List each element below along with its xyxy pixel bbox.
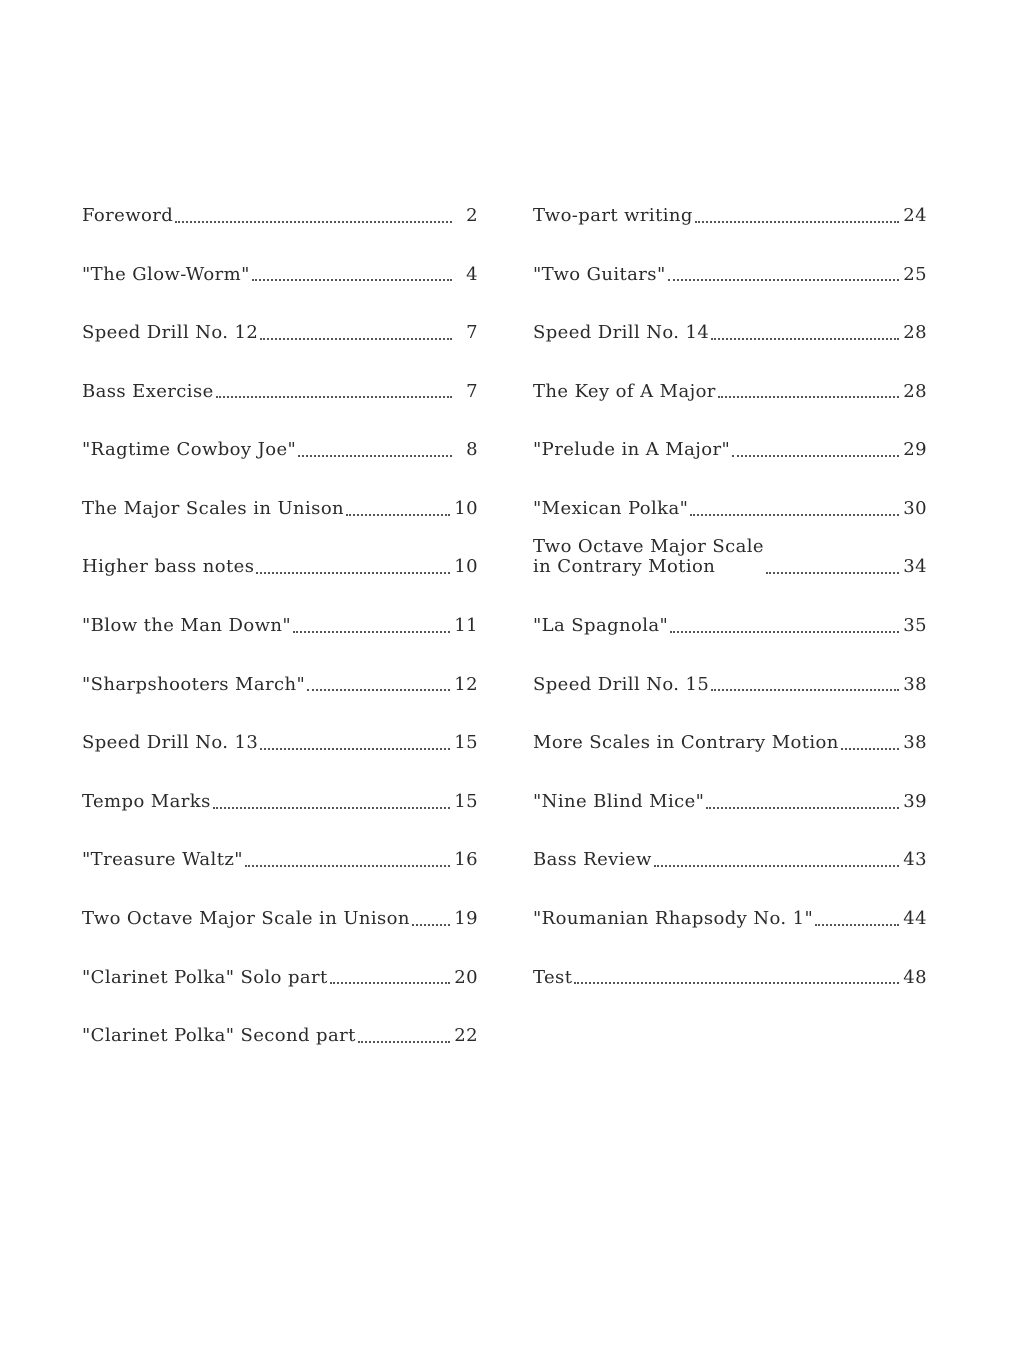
toc-entry (82, 362, 478, 421)
toc-entry (82, 713, 478, 772)
toc-entry (82, 596, 478, 655)
toc-entry (533, 948, 927, 1007)
toc-entry (82, 655, 478, 714)
dot-leader (690, 514, 899, 516)
dot-leader (260, 338, 452, 340)
toc-entry-title: Speed Drill No. 15 (533, 673, 710, 695)
toc-entry (533, 420, 927, 479)
dot-leader (654, 865, 900, 867)
toc-entry (82, 245, 478, 304)
toc-entry-title: "Clarinet Polka" Solo part (82, 966, 328, 988)
dot-leader (574, 982, 899, 984)
toc-entry (533, 245, 927, 304)
toc-entry (533, 535, 927, 597)
toc-entry (533, 186, 927, 245)
toc-entry-page-number: 28 (903, 380, 927, 402)
toc-entry-page-number: 4 (466, 263, 478, 285)
toc-left-column (82, 186, 478, 1065)
dot-leader (213, 807, 451, 809)
dot-leader (346, 514, 450, 516)
dot-leader (330, 982, 451, 984)
toc-entry-title: "Mexican Polka" (533, 497, 689, 519)
toc-entry-page-number: 20 (454, 966, 478, 988)
dot-leader (412, 924, 450, 926)
toc-entry-page-number: 25 (903, 263, 927, 285)
toc-entry-title: Bass Exercise (82, 380, 214, 402)
toc-right-column (533, 186, 927, 1006)
toc-entry-page-number: 30 (903, 497, 927, 519)
toc-entry-page-number: 10 (454, 497, 478, 519)
toc-entry-page-number: 38 (903, 732, 927, 754)
toc-entry-page-number: 29 (903, 439, 927, 461)
toc-entry (82, 479, 478, 538)
dot-leader (815, 924, 899, 926)
toc-entry (82, 889, 478, 948)
dot-leader (293, 631, 450, 633)
dot-leader (668, 279, 900, 281)
toc-entry (533, 713, 927, 772)
dot-leader (245, 865, 450, 867)
toc-entry-title: "Two Guitars" (533, 263, 666, 285)
dot-leader (175, 221, 452, 223)
toc-entry (82, 831, 478, 890)
toc-entry-title: "The Glow-Worm" (82, 263, 250, 285)
toc-entry (533, 479, 927, 538)
dot-leader (298, 455, 452, 457)
toc-entry-page-number: 16 (454, 849, 478, 871)
toc-entry-page-number: 8 (466, 439, 478, 461)
dot-leader (718, 396, 899, 398)
toc-entry-title: Test (533, 966, 573, 988)
toc-entry-page-number: 38 (903, 673, 927, 695)
toc-entry-page-number: 10 (454, 556, 478, 578)
toc-entry-page-number: 12 (454, 673, 478, 695)
toc-entry-title: "Treasure Waltz" (82, 849, 243, 871)
toc-entry-page-number: 15 (454, 790, 478, 812)
toc-entry-title: Two Octave Major Scale in Unison (82, 908, 410, 930)
toc-entry-title: Bass Review (533, 849, 652, 871)
dot-leader (670, 631, 899, 633)
dot-leader (358, 1041, 451, 1043)
toc-entry-page-number: 19 (454, 908, 478, 930)
dot-leader (841, 748, 899, 750)
toc-entry-title: More Scales in Contrary Motion (533, 732, 839, 754)
toc-entry (533, 831, 927, 890)
toc-entry (533, 655, 927, 714)
toc-entry-title: "Ragtime Cowboy Joe" (82, 439, 297, 461)
toc-entry (82, 420, 478, 479)
dot-leader (216, 396, 452, 398)
dot-leader (711, 689, 899, 691)
toc-entry (82, 303, 478, 362)
toc-entry (82, 1006, 478, 1065)
toc-entry-page-number: 28 (903, 322, 927, 344)
toc-entry-title: Two-part writing (533, 204, 693, 226)
dot-leader (695, 221, 900, 223)
dot-leader (252, 279, 452, 281)
toc-entry-title: "Prelude in A Major" (533, 439, 731, 461)
toc-entry-page-number: 34 (903, 556, 927, 578)
dot-leader (307, 689, 450, 691)
toc-entry (533, 362, 927, 421)
toc-entry-page-number: 22 (454, 1025, 478, 1047)
toc-entry (533, 303, 927, 362)
toc-entry (82, 186, 478, 245)
toc-entry-page-number: 15 (454, 732, 478, 754)
toc-entry-page-number: 48 (903, 966, 927, 988)
toc-entry-title: "Roumanian Rhapsody No. 1" (533, 908, 814, 930)
dot-leader (732, 455, 899, 457)
toc-entry-title: Higher bass notes (82, 556, 255, 578)
toc-entry-title: "Blow the Man Down" (82, 615, 292, 637)
dot-leader (260, 748, 450, 750)
toc-entry-title: Foreword (82, 204, 174, 226)
toc-entry-title: "La Spagnola" (533, 615, 669, 637)
toc-entry-page-number: 43 (903, 849, 927, 871)
toc-entry-page-number: 11 (454, 615, 478, 637)
toc-entry-title: Speed Drill No. 14 (533, 322, 710, 344)
toc-entry-page-number: 44 (903, 908, 927, 930)
toc-entry-page-number: 7 (466, 322, 478, 344)
toc-entry-page-number: 2 (466, 204, 478, 226)
toc-entry-title: "Sharpshooters March" (82, 673, 306, 695)
toc-entry (82, 948, 478, 1007)
toc-entry-title: The Major Scales in Unison (82, 497, 345, 519)
toc-entry (533, 889, 927, 948)
toc-entry-title: "Nine Blind Mice" (533, 790, 705, 812)
toc-entry (533, 596, 927, 655)
toc-entry-page-number: 24 (903, 204, 927, 226)
toc-entry (533, 772, 927, 831)
toc-entry (82, 538, 478, 597)
toc-entry-title: Speed Drill No. 12 (82, 322, 259, 344)
dot-leader (706, 807, 899, 809)
toc-entry (82, 772, 478, 831)
dot-leader (256, 572, 450, 574)
toc-entry-title: Tempo Marks (82, 790, 211, 812)
dot-leader (711, 338, 899, 340)
toc-entry-page-number: 39 (903, 790, 927, 812)
toc-entry-title: Speed Drill No. 13 (82, 732, 259, 754)
dot-leader (766, 572, 899, 574)
toc-entry-title: Two Octave Major Scale in Contrary Motion (533, 535, 764, 578)
toc-entry-title: "Clarinet Polka" Second part (82, 1025, 356, 1047)
toc-entry-title: The Key of A Major (533, 380, 716, 402)
toc-entry-page-number: 35 (903, 615, 927, 637)
toc-entry-page-number: 7 (466, 380, 478, 402)
